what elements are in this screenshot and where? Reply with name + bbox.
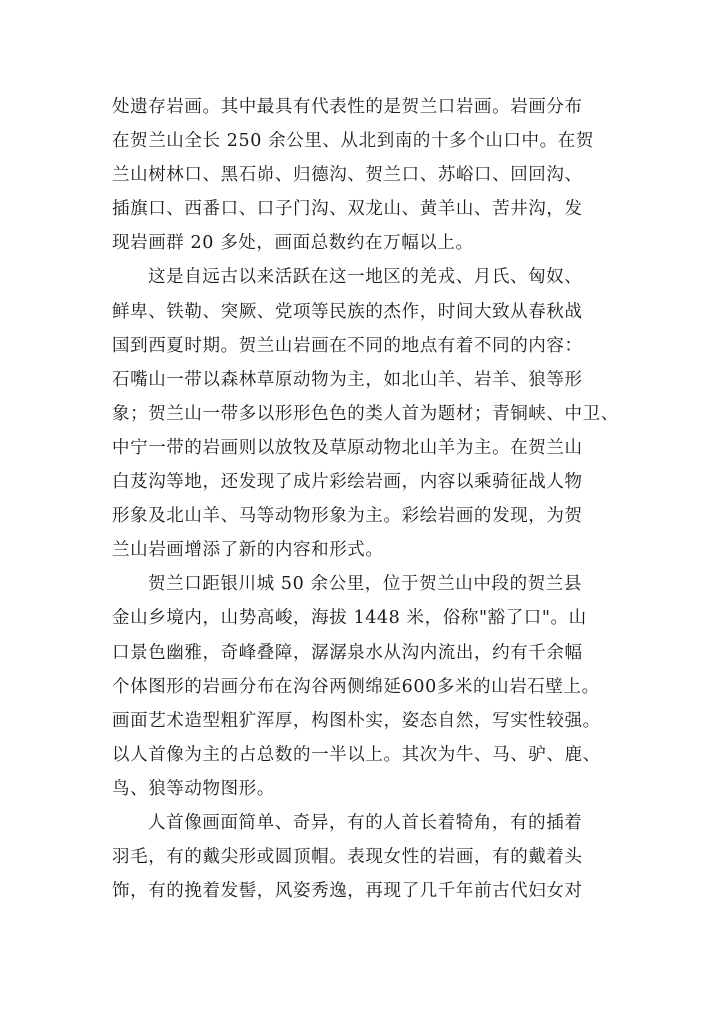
- text-line: 处遗存岩画。其中最具有代表性的是贺兰口岩画。岩画分布: [112, 97, 583, 117]
- body-text: [112, 90, 632, 908]
- text-line: 画面艺术造型粗犷浑厚，构图朴实，姿态自然，写实性较强。: [112, 710, 601, 731]
- text-line: 形象及北山羊、马等动物形象为主。彩绘岩画的发现，为贺: [112, 506, 583, 527]
- text-line: 金山乡境内，山势高峻，海拔 1448 米，俗称"豁了口"。山: [112, 608, 587, 629]
- text-line: 国到西夏时期。贺兰山岩画在不同的地点有着不同的内容：: [112, 335, 583, 356]
- text-line: 羽毛，有的戴尖形或圆顶帽。表现女性的岩画，有的戴着头: [112, 847, 583, 868]
- text-line: 中宁一带的岩画则以放牧及草原动物北山羊为主。在贺兰山: [112, 437, 583, 458]
- text-line: 象；贺兰山一带多以形形色色的类人首为题材；青铜峡、中卫、: [112, 403, 619, 424]
- text-line: 石嘴山一带以森林草原动物为主，如北山羊、岩羊、狼等形: [112, 369, 583, 390]
- paragraph: [112, 567, 632, 806]
- text-line: 这是自远古以来活跃在这一地区的羌戎、月氏、匈奴、: [148, 267, 583, 288]
- text-line: 现岩画群 20 多处，画面总数约在万幅以上。: [112, 233, 474, 254]
- text-line: 在贺兰山全长 250 余公里、从北到南的十多个山口中。在贺: [112, 131, 594, 152]
- text-line: 饰，有的挽着发髻，风姿秀逸，再现了几千年前古代妇女对: [112, 881, 583, 902]
- text-line: 鸟、狼等动物图形。: [112, 778, 275, 799]
- text-line: 口景色幽雅，奇峰叠障，潺潺泉水从沟内流出，约有千余幅: [112, 642, 583, 663]
- text-line: 白芨沟等地，还发现了成片彩绘岩画，内容以乘骑征战人物: [112, 472, 583, 493]
- text-line: 插旗口、西番口、口子门沟、双龙山、黄羊山、苦井沟，发: [112, 199, 583, 220]
- text-line: 兰山树林口、黑石峁、归德沟、贺兰口、苏峪口、回回沟、: [112, 165, 583, 186]
- text-line: 以人首像为主的占总数的一半以上。其次为牛、马、驴、鹿、: [112, 744, 601, 765]
- paragraph: [112, 806, 632, 908]
- paragraph: [112, 90, 632, 260]
- paragraph: [112, 260, 632, 567]
- text-line: 贺兰口距银川城 50 余公里，位于贺兰山中段的贺兰县: [148, 574, 582, 595]
- text-line: 鲜卑、铁勒、突厥、党项等民族的杰作，时间大致从春秋战: [112, 301, 583, 322]
- text-line: 人首像画面简单、奇异，有的人首长着犄角，有的插着: [148, 812, 583, 833]
- text-line: 个体图形的岩画分布在沟谷两侧绵延600多米的山岩石壁上。: [112, 676, 600, 697]
- text-line: 兰山岩画增添了新的内容和形式。: [112, 540, 384, 561]
